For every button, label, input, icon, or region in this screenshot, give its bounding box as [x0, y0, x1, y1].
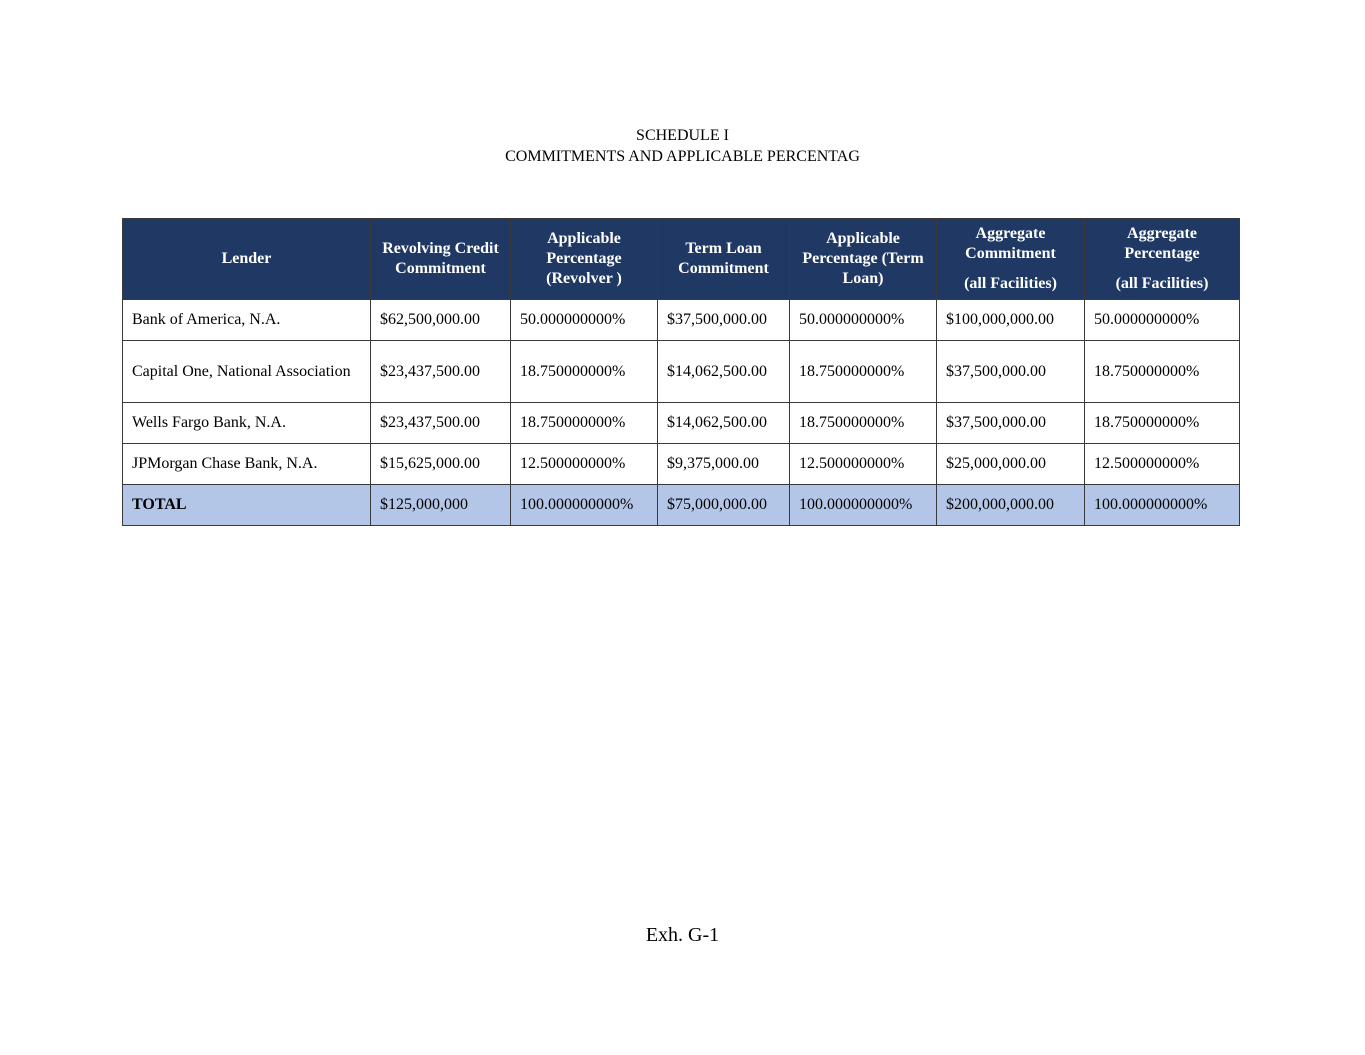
term-loan-cell: $14,062,500.00 [658, 341, 790, 403]
lender-name-cell: Bank of America, N.A. [123, 300, 371, 341]
term-loan-percentage-cell: 12.500000000% [790, 444, 937, 485]
header-label: Term Loan Commitment [678, 240, 769, 277]
revolver-percentage-cell: 12.500000000% [511, 444, 658, 485]
aggregate-percentage-cell: 12.500000000% [1085, 444, 1240, 485]
revolving-credit-cell: $62,500,000.00 [371, 300, 511, 341]
term-loan-percentage-cell: 50.000000000% [790, 300, 937, 341]
table-row [123, 341, 1240, 403]
header-applicable-percentage-term-loan [790, 219, 937, 300]
header-sublabel: (all Facilities) [1115, 275, 1209, 292]
header-label: Lender [221, 250, 272, 267]
table-total-row [123, 485, 1240, 526]
total-label-cell: TOTAL [123, 485, 371, 526]
lender-name-cell: JPMorgan Chase Bank, N.A. [123, 444, 371, 485]
header-label: Revolving Credit Commitment [382, 240, 499, 277]
term-loan-percentage-cell: 18.750000000% [790, 403, 937, 444]
header-label: Applicable Percentage (Revolver ) [546, 230, 622, 287]
schedule-heading [0, 125, 1365, 167]
term-loan-cell: $14,062,500.00 [658, 403, 790, 444]
header-lender [123, 219, 371, 300]
header-applicable-percentage-revolver [511, 219, 658, 300]
total-revolver-percentage-cell: 100.000000000% [511, 485, 658, 526]
lender-name-cell: Wells Fargo Bank, N.A. [123, 403, 371, 444]
aggregate-percentage-cell: 18.750000000% [1085, 341, 1240, 403]
aggregate-percentage-cell: 50.000000000% [1085, 300, 1240, 341]
header-term-loan-commitment [658, 219, 790, 300]
aggregate-commitment-cell: $25,000,000.00 [937, 444, 1085, 485]
schedule-subtitle: COMMITMENTS AND APPLICABLE PERCENTAG [505, 148, 860, 165]
total-term-loan-cell: $75,000,000.00 [658, 485, 790, 526]
header-label: Aggregate Commitment [965, 225, 1056, 262]
term-loan-cell: $37,500,000.00 [658, 300, 790, 341]
header-revolving-credit-commitment [371, 219, 511, 300]
table-row [123, 444, 1240, 485]
aggregate-commitment-cell: $37,500,000.00 [937, 341, 1085, 403]
total-term-loan-percentage-cell: 100.000000000% [790, 485, 937, 526]
revolving-credit-cell: $23,437,500.00 [371, 341, 511, 403]
header-label: Applicable Percentage (Term Loan) [802, 230, 924, 287]
revolving-credit-cell: $15,625,000.00 [371, 444, 511, 485]
aggregate-percentage-cell: 18.750000000% [1085, 403, 1240, 444]
revolver-percentage-cell: 18.750000000% [511, 403, 658, 444]
table-row [123, 300, 1240, 341]
revolver-percentage-cell: 50.000000000% [511, 300, 658, 341]
term-loan-cell: $9,375,000.00 [658, 444, 790, 485]
table-row [123, 403, 1240, 444]
header-sublabel: (all Facilities) [964, 275, 1057, 292]
page-number: Exh. G-1 [645, 924, 720, 946]
total-aggregate-commitment-cell: $200,000,000.00 [937, 485, 1085, 526]
header-aggregate-percentage [1085, 219, 1240, 300]
aggregate-commitment-cell: $37,500,000.00 [937, 403, 1085, 444]
schedule-title: SCHEDULE I [636, 127, 729, 144]
revolver-percentage-cell: 18.750000000% [511, 341, 658, 403]
total-revolving-credit-cell: $125,000,000 [371, 485, 511, 526]
lender-name-cell: Capital One, National Association [123, 341, 371, 403]
header-label: Aggregate Percentage [1124, 225, 1200, 262]
aggregate-commitment-cell: $100,000,000.00 [937, 300, 1085, 341]
revolving-credit-cell: $23,437,500.00 [371, 403, 511, 444]
table-header-row [123, 219, 1240, 300]
commitments-table [122, 218, 1240, 526]
term-loan-percentage-cell: 18.750000000% [790, 341, 937, 403]
total-aggregate-percentage-cell: 100.000000000% [1085, 485, 1240, 526]
header-aggregate-commitment [937, 219, 1085, 300]
